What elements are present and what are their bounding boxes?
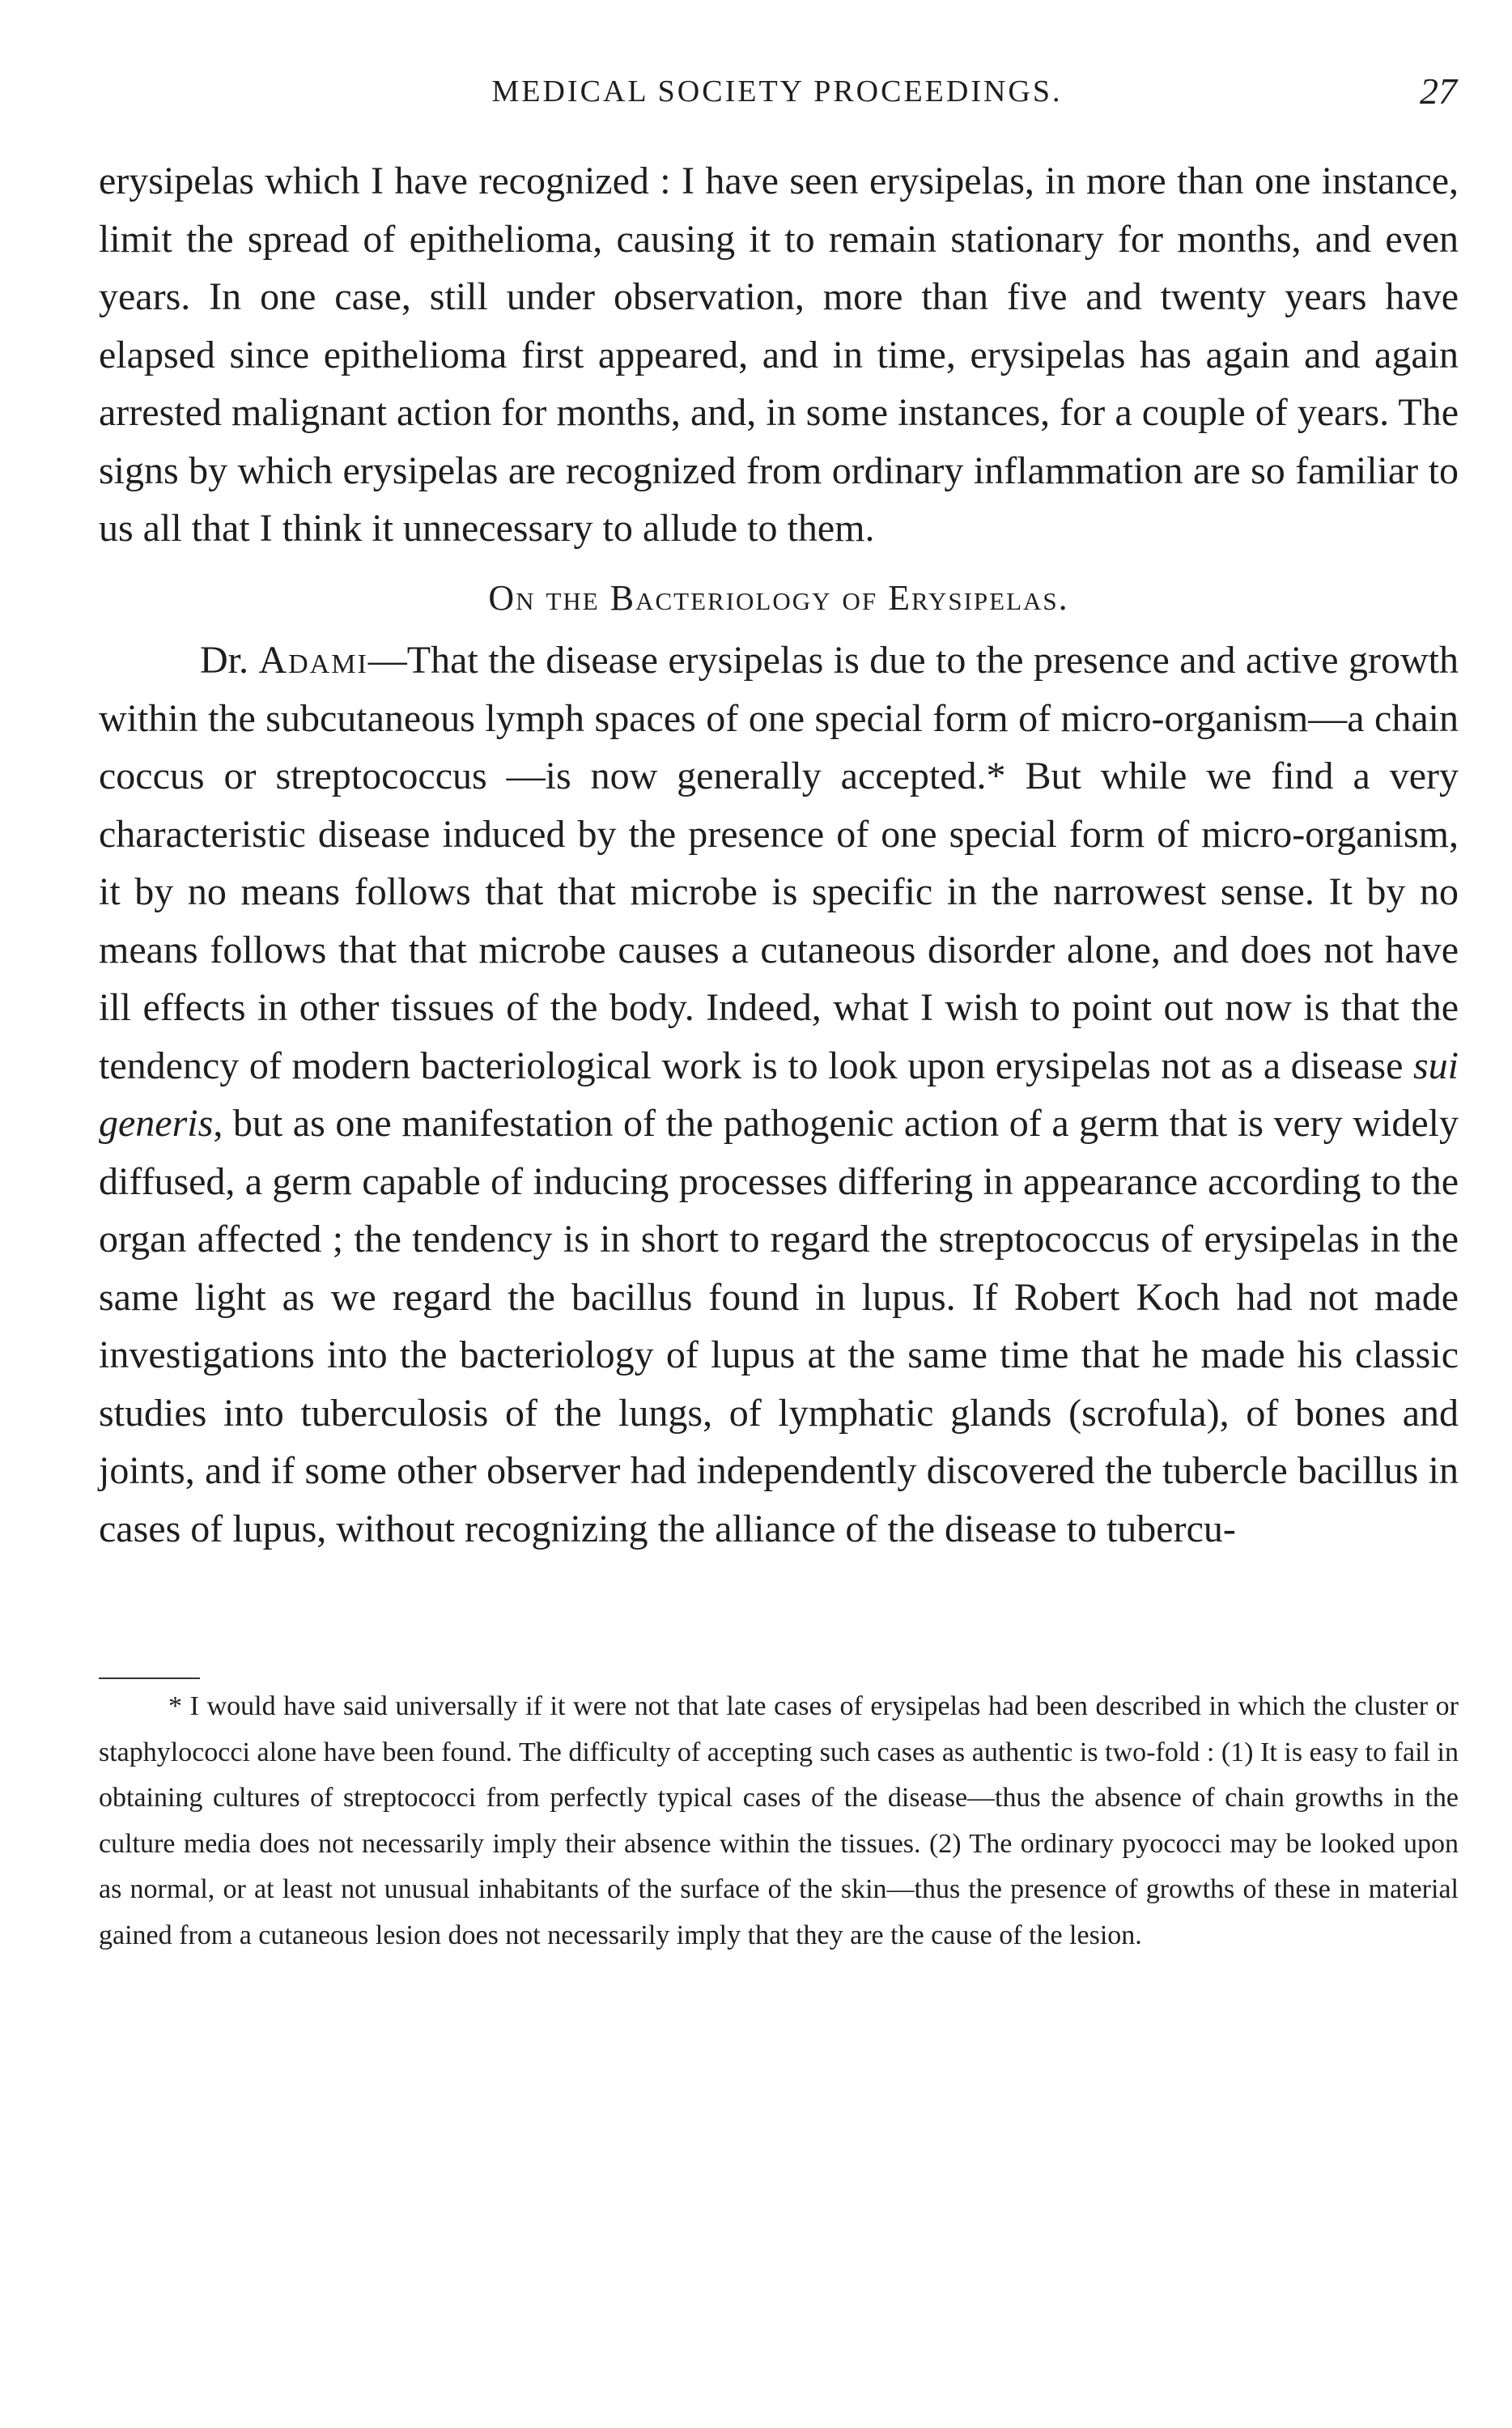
running-title: MEDICAL SOCIETY PROCEEDINGS. xyxy=(491,74,1063,108)
italic-phrase: sui generis xyxy=(99,1044,1459,1145)
page-number: 27 xyxy=(1420,70,1457,112)
footnote-rule xyxy=(99,1677,200,1679)
speaker-title: Dr. xyxy=(200,639,248,682)
adami-paragraph xyxy=(99,631,1459,1558)
paragraph-text-continued: , but as one manifestation of the pathogenic action of a germ that is very widely diffused, a germ capable of inducing processes differing in appearance according to the organ affected ; the tendency is in short to regard the streptococcus of erysipelas in the same light as we regard the bacillus found in lupus. If Robert Koch had not made investigations into the bacteriology of lupus at the same time that he made his classic studies into tuberculosis of the lungs, of lymphatic glands (scrofula), of bones and joints, and if some other observer had independently discovered the tubercle bacillus in cases of lupus, without recognizing the alliance of the disease to tubercu- xyxy=(99,1102,1459,1550)
section-heading: On the Bacteriology of Erysipelas. xyxy=(488,577,1069,618)
running-head xyxy=(97,63,1457,120)
paragraph-text: —That the disease erysipelas is due to the presence and active growth within the subcutaneous lymph spaces of one special form of micro-organism—a chain coccus or streptococcus —is now generally accepted.* But while we find a very characteristic disease induced by the presence of one special form of micro-organism, it by no means follows that that microbe is specific in the narrowest sense. It by no means follows that that microbe causes a cutaneous disorder alone, and does not have ill effects in other tissues of the body. Indeed, what I wish to point out now is that the tendency of modern bacteriological work is to look upon erysipelas not as a disease xyxy=(99,639,1459,1087)
body-text xyxy=(99,152,1459,1558)
continued-paragraph: erysipelas which I have recognized : I have seen erysipelas, in more than one instance, limit the spread of epithelioma, causing it to remain stationary for months, and even years. In one case, still under observation, more than five and twenty years have elapsed since epithelioma first appeared, and in time, erysipelas has again and again arrested malignant action for months, and, in some instances, for a couple of years. The signs by which erysipelas are recognized from ordinary inflammation are so familiar to us all that I think it unnecessary to allude to them. xyxy=(99,159,1459,550)
footnote xyxy=(99,1684,1459,1958)
footnote-text: * I would have said universally if it were not that late cases of erysipelas had been described in which the cluster or staphylococci alone have been found. The difficulty of accepting such cases as authentic is two-fold : (1) It is easy to fail in obtaining cultures of streptococci from perfectly typical cases of the disease—thus the absence of chain growths in the culture media does not necessarily imply their absence within the tissues. (2) The ordinary pyococci may be looked upon as normal, or at least not unusual inhabitants of the surface of the skin—thus the presence of growths of these in material gained from a cutaneous lesion does not necessarily imply that they are the cause of the lesion. xyxy=(99,1691,1459,1950)
speaker-name: Adami xyxy=(258,639,368,682)
